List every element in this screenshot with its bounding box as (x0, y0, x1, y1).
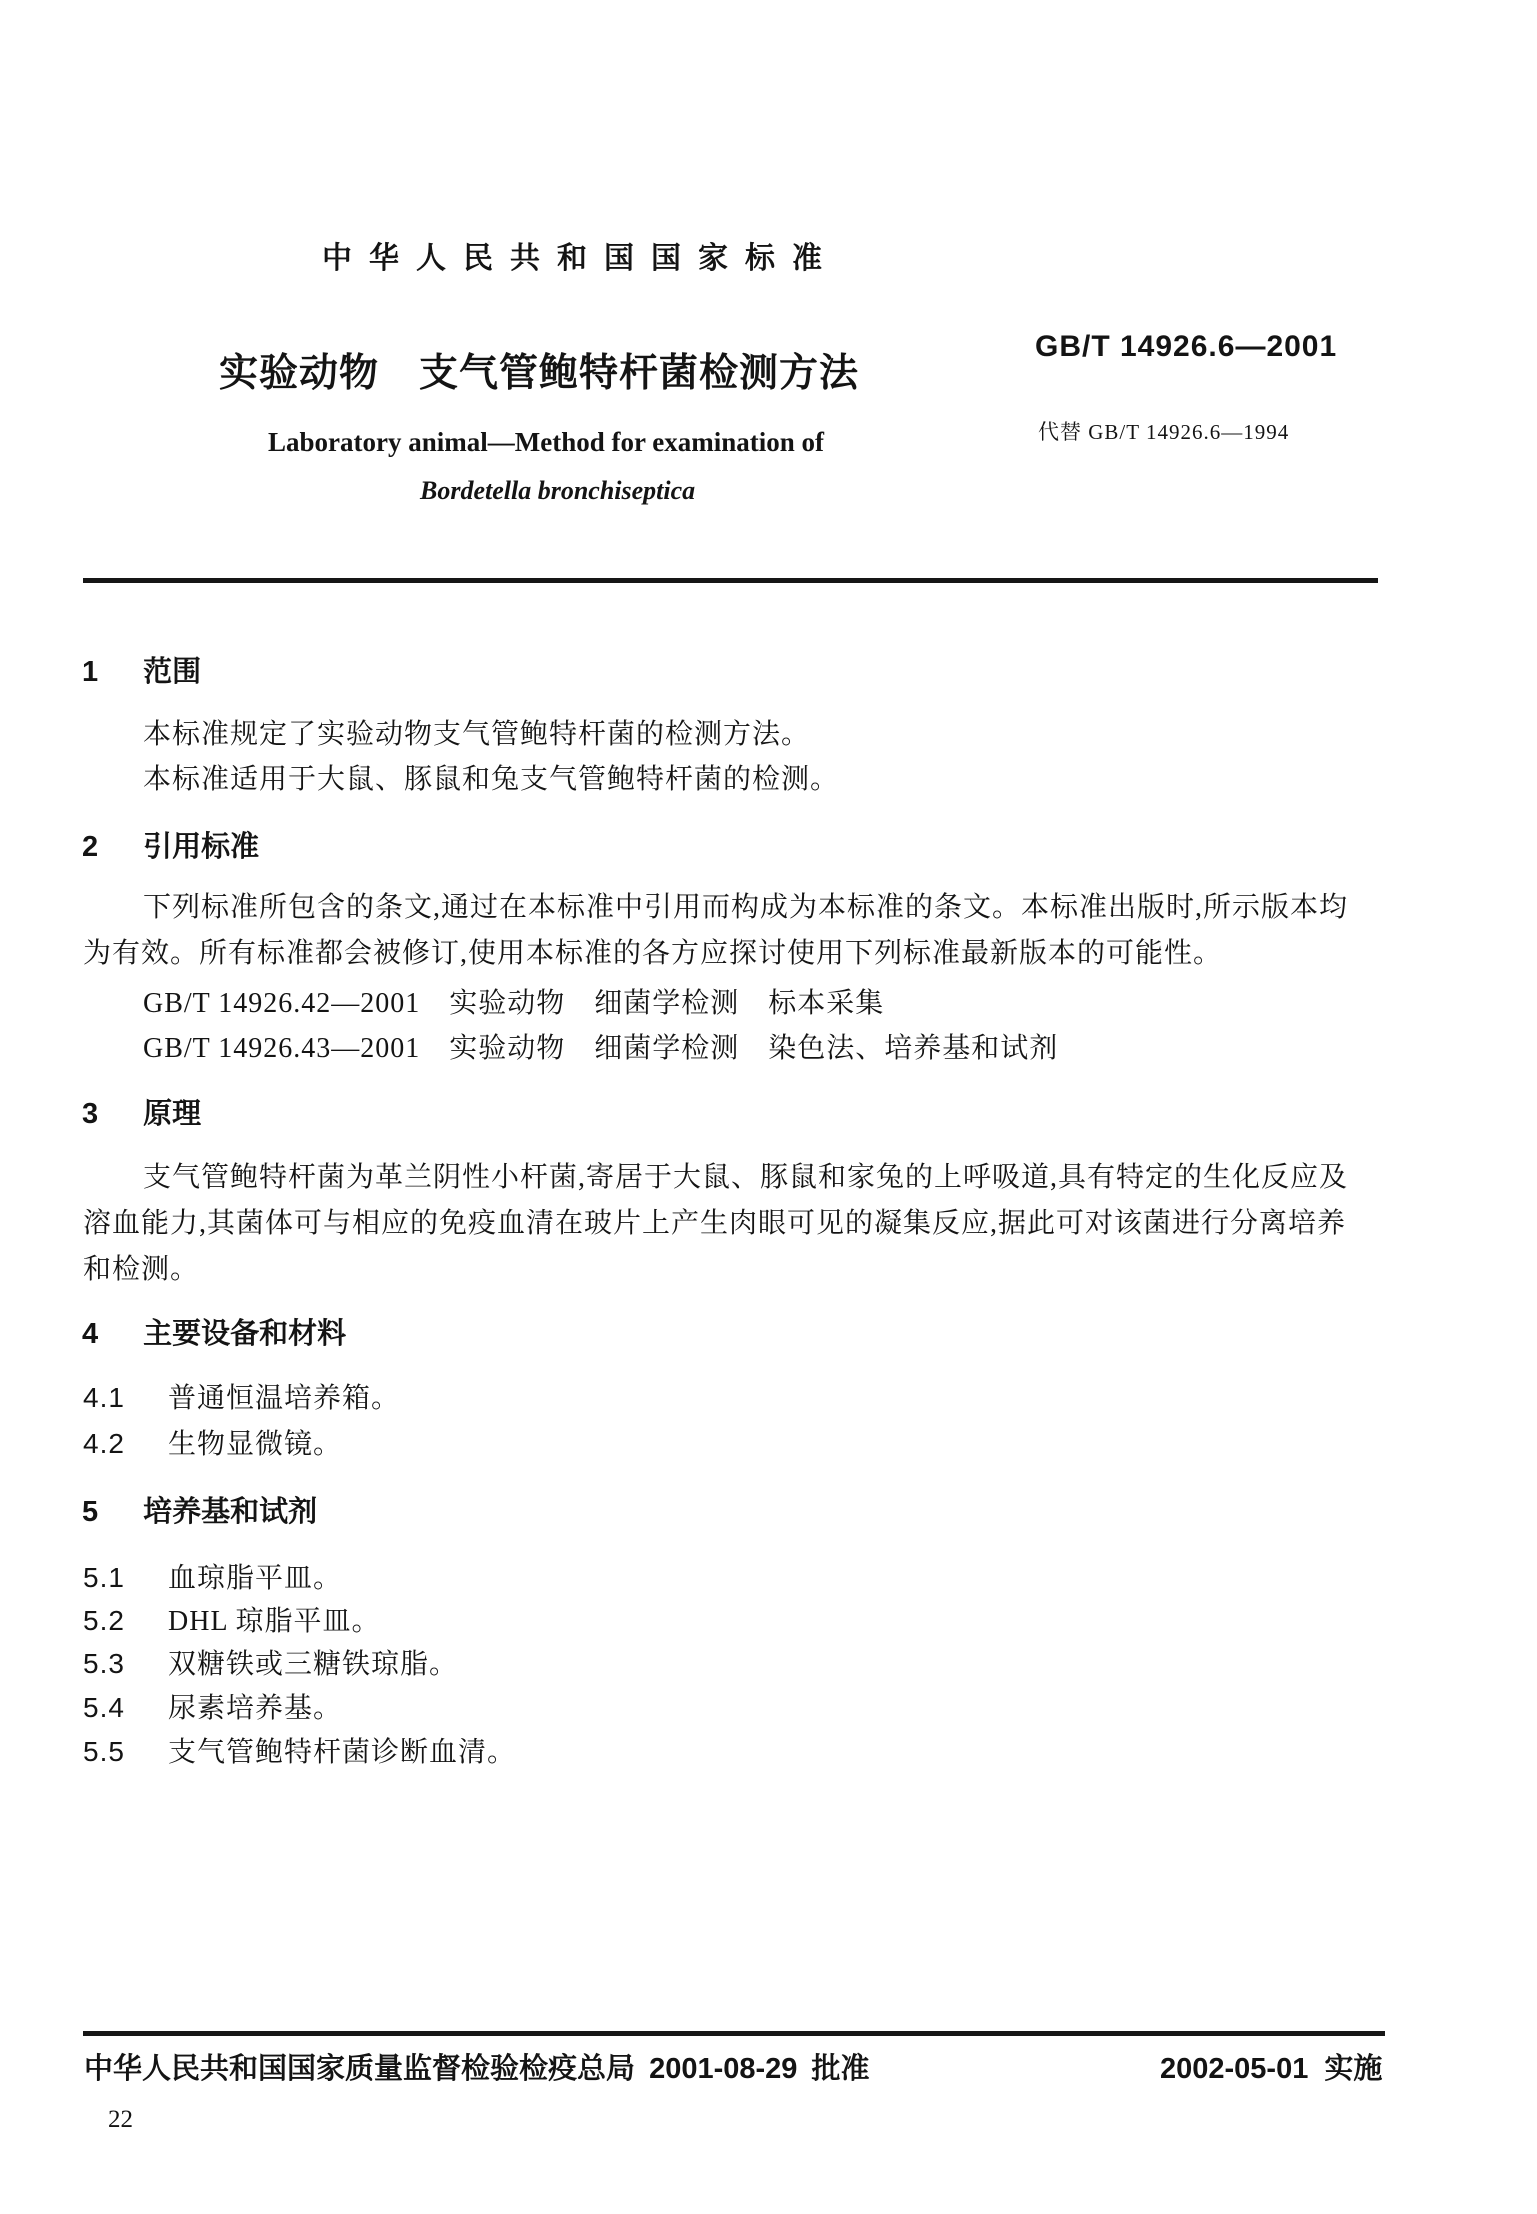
clause-number: 4.2 (83, 1428, 125, 1459)
standard-title-en-species: Bordetella bronchiseptica (420, 476, 696, 505)
clause-number: 5.5 (83, 1736, 125, 1767)
replaces-note: 代替 GB/T 14926.6—1994 (1038, 420, 1290, 444)
section-2-heading (82, 824, 259, 865)
standard-number: GB/T 14926.6—2001 (1035, 330, 1338, 363)
implementation-date: 2002-05-01 (1160, 2053, 1309, 2085)
section-3-paragraph-line: 支气管鲍特杆菌为革兰阴性小杆菌,寄居于大鼠、豚鼠和家兔的上呼吸道,具有特定的生化反应及 (143, 1162, 1349, 1193)
section-1-paragraph: 本标准规定了实验动物支气管鲍特杆菌的检测方法。 (143, 719, 811, 750)
section-3-heading (82, 1091, 201, 1132)
clause-text: DHL 琼脂平皿。 (168, 1606, 381, 1637)
section-4-number: 4 (82, 1318, 99, 1350)
header-divider (83, 578, 1378, 583)
section-2-paragraph-line: 下列标准所包含的条文,通过在本标准中引用而构成为本标准的条文。本标准出版时,所示版本均 (143, 892, 1349, 923)
section-2-title: 引用标准 (143, 831, 260, 863)
implementation-line (1160, 2046, 1382, 2087)
approval-date: 2001-08-29 (649, 2053, 798, 2085)
clause-number: 4.1 (83, 1382, 125, 1413)
section-2-number: 2 (82, 831, 99, 863)
clause-text: 血琼脂平皿。 (168, 1563, 343, 1594)
section-4-title: 主要设备和材料 (143, 1318, 347, 1350)
approval-line (84, 2046, 870, 2087)
footer-divider (83, 2031, 1385, 2036)
clause-text: 双糖铁或三糖铁琼脂。 (168, 1649, 459, 1680)
page-number: 22 (108, 2106, 133, 2133)
clause-item (83, 1556, 342, 1596)
implementation-label: 实施 (1324, 2053, 1383, 2085)
clause-number: 5.2 (83, 1605, 125, 1636)
referenced-standard: GB/T 14926.42—2001 实验动物 细菌学检测 标本采集 (143, 988, 885, 1019)
national-standard-banner: 中华人民共和国国家标准 (322, 242, 839, 275)
standard-title-zh: 实验动物 支气管鲍特杆菌检测方法 (219, 352, 860, 395)
clause-item (83, 1730, 516, 1770)
section-3-paragraph-line: 溶血能力,其菌体可与相应的免疫血清在玻片上产生肉眼可见的凝集反应,据此可对该菌进行分离培养 (83, 1208, 1347, 1239)
clause-item (83, 1686, 342, 1726)
section-5-heading (82, 1489, 317, 1530)
clause-item (83, 1376, 400, 1416)
section-2-paragraph-line: 为有效。所有标准都会被修订,使用本标准的各方应探讨使用下列标准最新版本的可能性。 (83, 938, 1223, 969)
clause-text: 支气管鲍特杆菌诊断血清。 (168, 1737, 517, 1768)
clause-item (83, 1642, 458, 1682)
section-3-number: 3 (82, 1098, 99, 1130)
section-5-title: 培养基和试剂 (143, 1496, 318, 1528)
standard-title-en: Laboratory animal—Method for examination of (268, 427, 824, 457)
section-1-title: 范围 (143, 656, 202, 688)
section-1-heading (82, 649, 201, 690)
clause-number: 5.4 (83, 1692, 125, 1723)
clause-text: 普通恒温培养箱。 (168, 1383, 401, 1414)
section-3-title: 原理 (143, 1098, 202, 1130)
section-3-paragraph-line: 和检测。 (83, 1254, 200, 1285)
clause-number: 5.1 (83, 1562, 125, 1593)
clause-number: 5.3 (83, 1648, 125, 1679)
section-5-number: 5 (82, 1496, 99, 1528)
section-1-number: 1 (82, 656, 99, 688)
approval-agency: 中华人民共和国国家质量监督检验检疫总局 (84, 2053, 636, 2085)
section-1-paragraph: 本标准适用于大鼠、豚鼠和兔支气管鲍特杆菌的检测。 (143, 764, 840, 795)
clause-text: 尿素培养基。 (168, 1693, 343, 1724)
approval-label: 批准 (811, 2053, 870, 2085)
referenced-standard: GB/T 14926.43—2001 实验动物 细菌学检测 染色法、培养基和试剂 (143, 1033, 1059, 1064)
section-4-heading (82, 1311, 346, 1352)
clause-item (83, 1599, 381, 1639)
clause-text: 生物显微镜。 (168, 1429, 343, 1460)
clause-item (83, 1422, 342, 1462)
